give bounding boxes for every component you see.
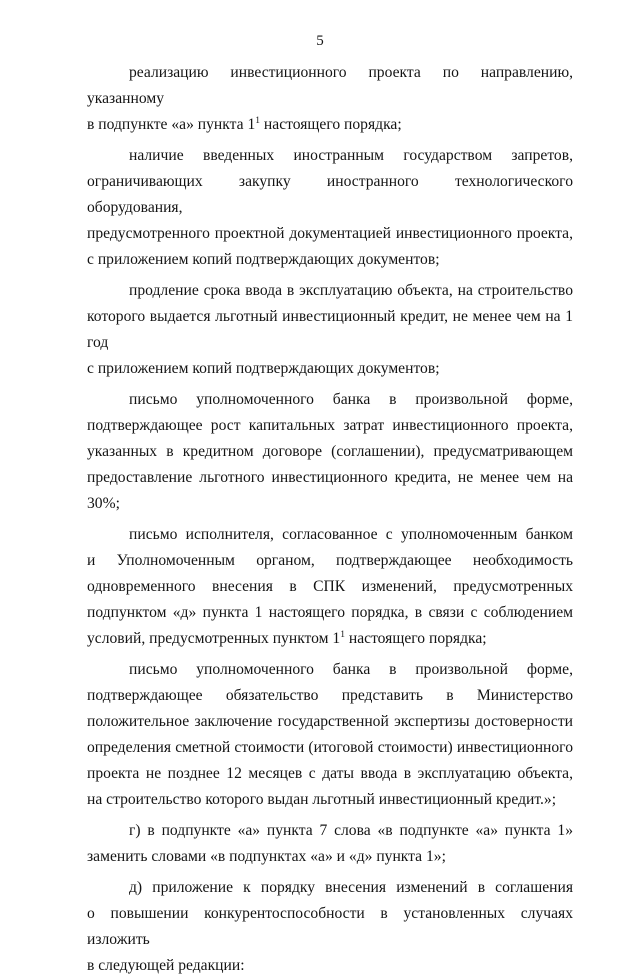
text-line: письмо исполнителя, согласованное с уполномоченным банком — [129, 526, 573, 543]
text-line: письмо уполномоченного банка в произвольной форме, — [129, 661, 573, 678]
paragraph-p1 — [87, 60, 573, 138]
text-line: с приложением копий подтверждающих документов; — [87, 360, 440, 377]
text-line — [87, 626, 573, 652]
paragraph-p4 — [87, 387, 573, 517]
page-number: 5 — [316, 33, 324, 49]
text-line: заменить словами «в подпунктах «а» и «д» пункта 1»; — [87, 848, 446, 865]
document-body — [87, 60, 573, 979]
text-line: письмо уполномоченного банка в произвольной форме, — [129, 391, 573, 408]
text-line: определения сметной стоимости (итоговой стоимости) инвестиционного — [87, 739, 573, 756]
paragraph-p5 — [87, 522, 573, 652]
text-line: реализацию инвестиционного проекта по направлению, указанному — [87, 64, 573, 107]
paragraph-p2 — [87, 143, 573, 273]
text-line: проекта не позднее 12 месяцев с даты ввода в эксплуатацию объекта, — [87, 765, 573, 782]
text-line: подтверждающее рост капитальных затрат инвестиционного проекта, — [87, 417, 573, 434]
text-line: наличие введенных иностранным государством запретов, — [129, 147, 573, 164]
text-line: предоставление льготного инвестиционного кредита, не менее чем на 30%; — [87, 469, 573, 512]
text-line: продление срока ввода в эксплуатацию объекта, на строительство — [129, 282, 573, 299]
text-line: с приложением копий подтверждающих документов; — [87, 251, 440, 268]
superscript: 1 — [340, 630, 345, 640]
text-line: д) приложение к порядку внесения изменений в соглашения — [129, 879, 573, 896]
text-segment: условий, предусмотренных пунктом 1 — [87, 630, 341, 647]
paragraph-p7 — [87, 818, 573, 870]
text-line: в следующей редакции: — [87, 957, 245, 974]
text-line: ограничивающих закупку иностранного технологического оборудования, — [87, 173, 573, 216]
text-line: и Уполномоченным органом, подтверждающее необходимость — [87, 552, 573, 569]
text-line: подтверждающее обязательство представить в Министерство — [87, 687, 573, 704]
text-line: на строительство которого выдан льготный инвестиционный кредит.»; — [87, 791, 557, 808]
paragraph-p3 — [87, 278, 573, 382]
text-line — [87, 112, 573, 138]
text-segment: в подпункте «а» пункта 1 — [87, 116, 256, 133]
paragraph-p6 — [87, 657, 573, 813]
text-line: подпунктом «д» пункта 1 настоящего порядка, в связи с соблюдением — [87, 604, 573, 621]
text-line: о повышении конкурентоспособности в установленных случаях изложить — [87, 905, 573, 948]
text-line: одновременного внесения в СПК изменений, предусмотренных — [87, 578, 573, 595]
text-line: указанных в кредитном договоре (соглашении), предусматривающем — [87, 443, 573, 460]
paragraph-p8 — [87, 875, 573, 979]
text-line: предусмотренного проектной документацией инвестиционного проекта, — [87, 225, 573, 242]
text-line: г) в подпункте «а» пункта 7 слова «в подпункте «а» пункта 1» — [129, 822, 573, 839]
text-segment: настоящего порядка; — [260, 116, 402, 133]
superscript: 1 — [255, 116, 261, 126]
text-segment: настоящего порядка; — [344, 630, 487, 647]
text-line: положительное заключение государственной экспертизы достоверности — [87, 713, 573, 730]
text-line: которого выдается льготный инвестиционный кредит, не менее чем на 1 год — [87, 308, 573, 351]
